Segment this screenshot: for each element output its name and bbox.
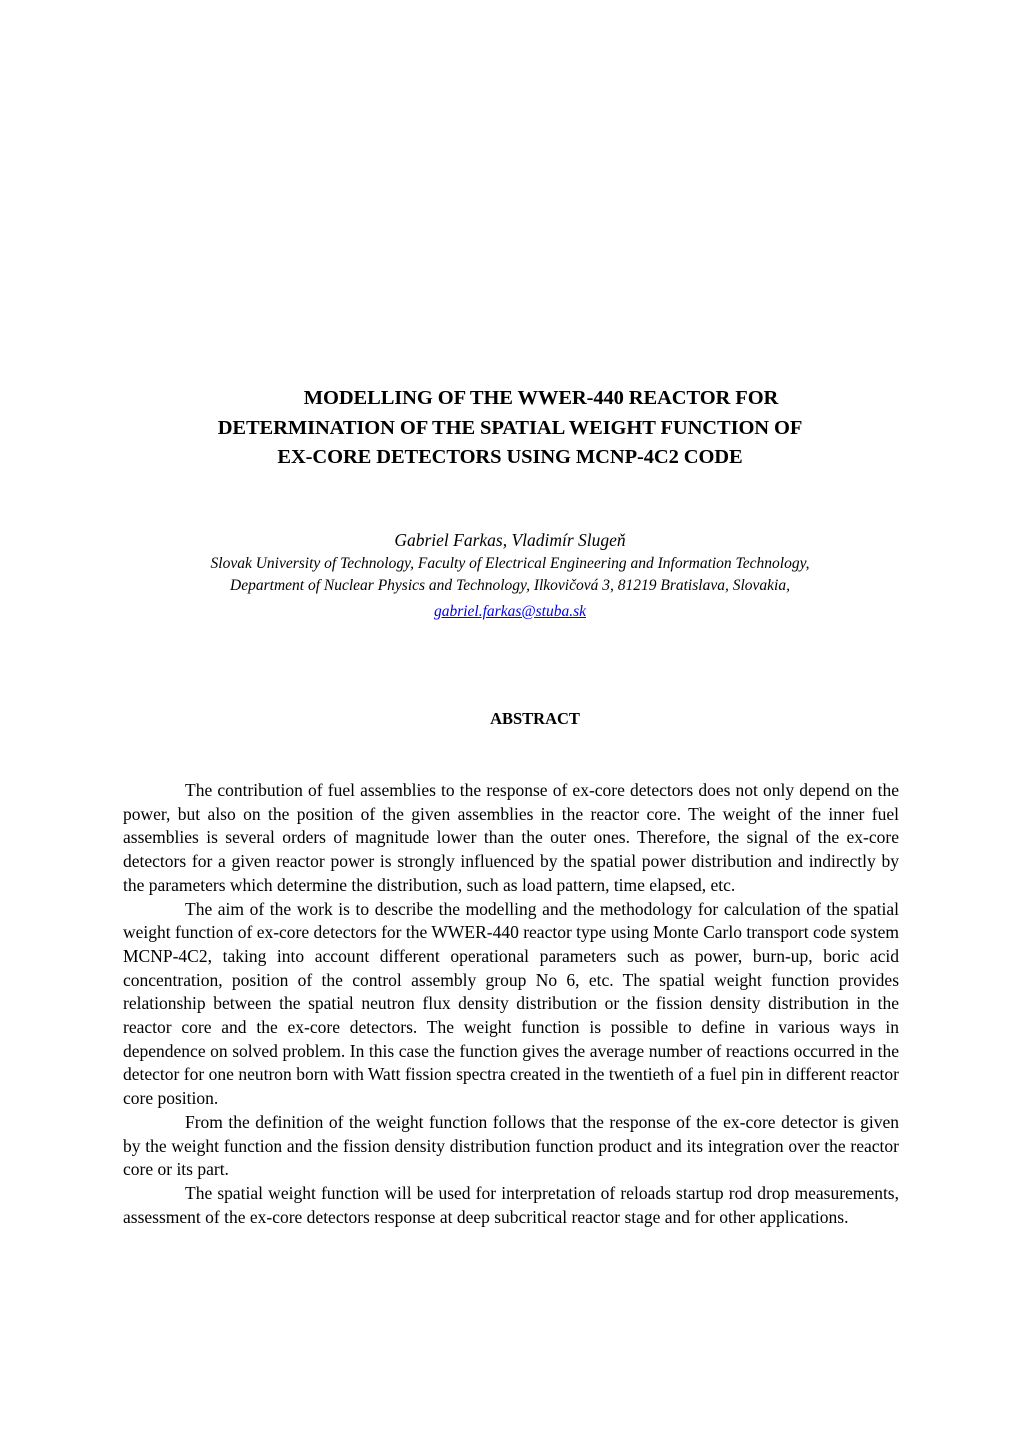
abstract-paragraph: The aim of the work is to describe the modelling and the methodology for calculation of the spatial weight function of ex-core detectors for the WWER-440 reactor type using Monte Carlo transport code system MCNP-4C2, taking into account different operational parameters such as power, burn-up, boric acid concentration, position of the control assembly group No 6, etc. The spatial weight function provides relationship between the spatial neutron flux density distribution or the fission density distribution in the reactor core and the ex-core detectors. The weight function is possible to define in various ways in dependence on solved problem. In this case the function gives the average number of reactions occurred in the detector for one neutron born with Watt fission spectra created in the twentieth of a fuel pin in different reactor core position.	[123, 898, 899, 1109]
author-names: Gabriel Farkas, Vladimír Slugeň	[394, 530, 626, 550]
paper-title	[120, 384, 900, 473]
title-line-3: EX-CORE DETECTORS USING MCNP-4C2 CODE	[277, 446, 743, 468]
title-line-1: MODELLING OF THE WWER-440 REACTOR FOR	[303, 387, 779, 409]
email-line	[120, 601, 900, 623]
affiliation	[120, 553, 900, 597]
email-link[interactable]: gabriel.farkas@stuba.sk	[433, 603, 587, 620]
abstract-paragraph: From the definition of the weight function follows that the response of the ex-core detector is given by the weight function and the fission density distribution function product and its integration over the reactor core or its part.	[123, 1111, 899, 1180]
affiliation-line-1: Slovak University of Technology, Faculty of Electrical Engineering and Information Technology,	[210, 555, 810, 572]
abstract-paragraph: The spatial weight function will be used for interpretation of reloads startup rod drop measurements, assessment of the ex-core detectors response at deep subcritical reactor stage and for other applications.	[123, 1182, 899, 1227]
title-line-2: DETERMINATION OF THE SPATIAL WEIGHT FUNCTION OF	[217, 416, 803, 439]
affiliation-line-2: Department of Nuclear Physics and Technology, Ilkovičová 3, 81219 Bratislava, Slovakia,	[230, 577, 790, 594]
abstract-body	[123, 779, 899, 1229]
abstract-paragraph: The contribution of fuel assemblies to the response of ex-core detectors does not only depend on the power, but also on the position of the given assemblies in the reactor core. The weight of the inner fuel assemblies is several orders of magnitude lower than the outer ones. Therefore, the signal of the ex-core detectors for a given reactor power is strongly influenced by the spatial power distribution and indirectly by the parameters which determine the distribution, such as load pattern, time elapsed, etc.	[123, 780, 899, 895]
abstract-heading: ABSTRACT	[490, 709, 580, 728]
